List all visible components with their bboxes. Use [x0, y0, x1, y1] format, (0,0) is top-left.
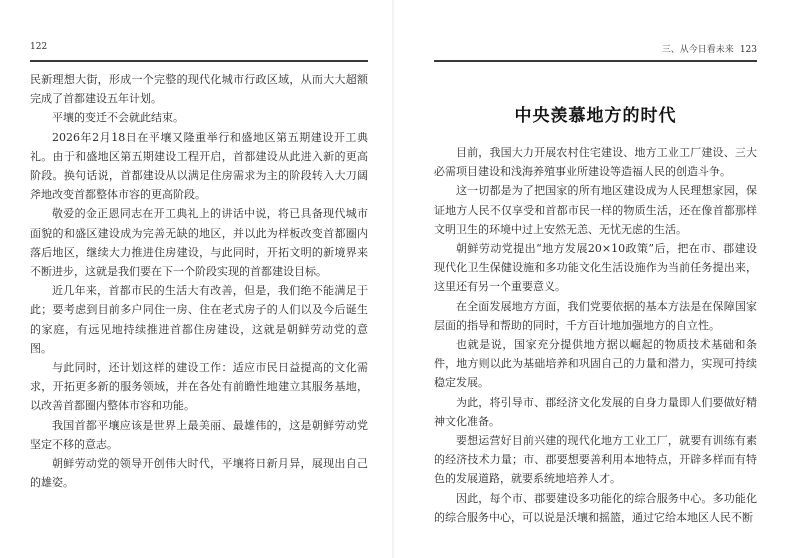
- page-number: 122: [30, 42, 48, 52]
- page-number: 123: [739, 45, 757, 55]
- body-text: [30, 70, 368, 492]
- paragraph: 近几年来，首都市民的生活大有改善，但是，我们绝不能满足于此；要考虑到目前多户同住一房、住在老式房子的人们以及今后诞生的家庭，有远见地持续推进首都住房建设，这就是朝鲜劳动党的意图。: [30, 284, 368, 355]
- paragraph: 要想运营好目前兴建的现代化地方工业工厂，就要有训练有素的经济技术力量；市、郡要想要善利用本地特点，开辟多样而有特色的发展道路，就要系统地培养人才。: [434, 434, 757, 486]
- paragraph: 在全面发展地方方面，我们党要依据的基本方法是在保障国家层面的指导和帮助的同时，千方百计地加强地方的自立性。: [434, 299, 757, 332]
- paragraph: 朝鲜劳动党的领导开创伟大时代，平壤将日新月异，展现出自己的雄姿。: [30, 457, 368, 490]
- paragraph: 与此同时，还计划这样的建设工作：适应市民日益提高的文化需求，开拓更多新的服务领域，并在各处有前瞻性地建立其服务基地，以改善首都圈内整体市容和功能。: [30, 361, 368, 413]
- paragraph: 敬爱的金正恩同志在开工典礼上的讲话中说，将已具备现代城市面貌的和盛区建设成为完善无缺的地区，并以此为样板改变首都圈内落后地区，继续大力推进住房建设，与此同时，开拓文明的新境界来不断进步，这就是我们要在下一个阶段实现的首都建设目标。: [30, 207, 368, 279]
- paragraph: 这一切都是为了把国家的所有地区建设成为人民理想家园，保证地方人民不仅享受和首都市民一样的物质生活，还在像首都那样文明卫生的环境中过上安然无恙、无忧无虑的生活。: [434, 184, 757, 236]
- paragraph: 民新理想大街，形成一个完整的现代化城市行政区域，从而大大超额完成了首都建设五年计划。: [30, 73, 368, 106]
- running-head: [662, 42, 757, 55]
- paragraph: 平壤的变迁不会就此结束。: [52, 111, 184, 125]
- paragraph: 目前，我国大力开展农村住宅建设、地方工业工厂建设、三大必需项目建设和浅海养殖事业所建设等造福人民的创造斗争。: [434, 146, 757, 179]
- running-head-title: 三、从今日看未来: [661, 45, 734, 55]
- body-text: [434, 143, 757, 527]
- right-page: [394, 0, 787, 558]
- paragraph: 也就是说，国家充分提供地方据以崛起的物质技术基础和条件，地方则以此为基础培养和巩固自己的力量和潜力，实现可持续稳定发展。: [434, 338, 757, 390]
- paragraph: 因此，每个市、郡要建设多功能化的综合服务中心。多功能化的综合服务中心，可以说是沃壤和摇篮，通过它给本地区人民不断: [434, 491, 757, 524]
- header-rule: [434, 60, 757, 62]
- header-rule: [30, 60, 368, 62]
- chapter-title: 中央羡慕地方的时代: [514, 106, 677, 126]
- paragraph: 为此，将引导市、郡经济文化发展的自身力量即人们要做好精神文化准备。: [434, 395, 757, 428]
- paragraph: 我国首都平壤应该是世界上最美丽、最雄伟的，这是朝鲜劳动党坚定不移的意志。: [30, 418, 368, 451]
- paragraph: 朝鲜劳动党提出“地方发展20×10政策”后，把在市、郡建设现代化卫生保健设施和多功能文化生活设施作为当前任务提出来，这里还有另一个重要意义。: [434, 242, 757, 294]
- left-page: [0, 0, 393, 558]
- paragraph: 2026年2月18日在平壤又隆重举行和盛地区第五期建设开工典礼。由于和盛地区第五期建设工程开启，首都建设从此进入新的更高阶段。换句话说，首都建设从以满足住房需求为主的阶段转入大刀阔斧地改变首都整体市容的更高阶段。: [30, 130, 368, 202]
